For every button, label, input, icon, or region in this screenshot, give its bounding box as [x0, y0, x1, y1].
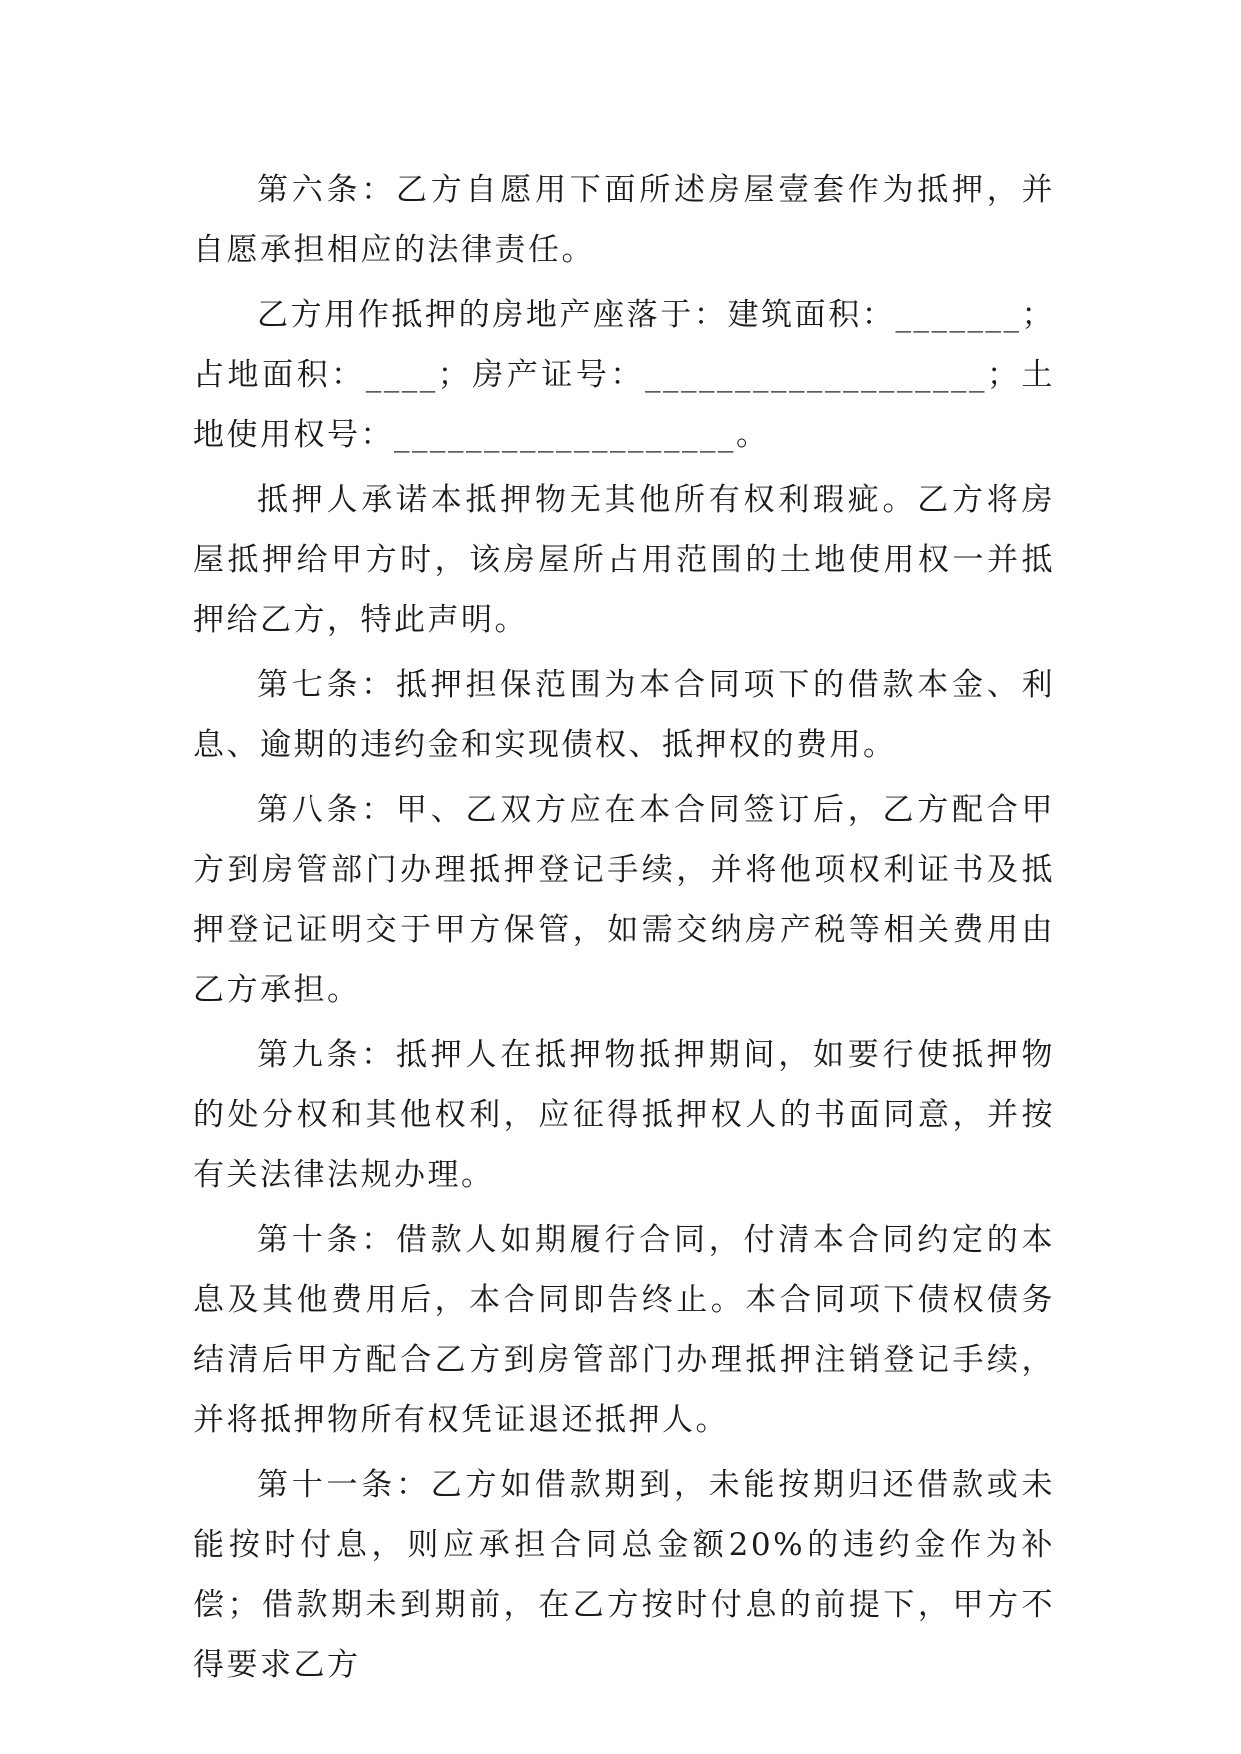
article-10-paragraph: 第十条：借款人如期履行合同，付清本合同约定的本息及其他费用后，本合同即告终止。本合同项下债权债务结清后甲方配合乙方到房管部门办理抵押注销登记手续，并将抵押物所有权凭证退还抵押人。 — [193, 1222, 1055, 1438]
article-6-paragraph: 第六条：乙方自愿用下面所述房屋壹套作为抵押，并自愿承担相应的法律责任。 — [193, 172, 1055, 268]
property-details-paragraph: 乙方用作抵押的房地产座落于：建筑面积：_______；占地面积：____；房产证号：___________________；土地使用权号：___________________。 — [193, 297, 1055, 453]
article-11-paragraph: 第十一条：乙方如借款期到，未能按期归还借款或未能按时付息，则应承担合同总金额20%的违约金作为补偿；借款期未到期前，在乙方按时付息的前提下，甲方不得要求乙方 — [193, 1467, 1055, 1683]
article-8-paragraph: 第八条：甲、乙双方应在本合同签订后，乙方配合甲方到房管部门办理抵押登记手续，并将他项权利证书及抵押登记证明交于甲方保管，如需交纳房产税等相关费用由乙方承担。 — [193, 792, 1055, 1008]
mortgagor-declaration-paragraph: 抵押人承诺本抵押物无其他所有权利瑕疵。乙方将房屋抵押给甲方时，该房屋所占用范围的土地使用权一并抵押给乙方，特此声明。 — [193, 482, 1055, 638]
article-7-paragraph: 第七条：抵押担保范围为本合同项下的借款本金、利息、逾期的违约金和实现债权、抵押权的费用。 — [193, 667, 1055, 763]
article-9-paragraph: 第九条：抵押人在抵押物抵押期间，如要行使抵押物的处分权和其他权利，应征得抵押权人的书面同意，并按有关法律法规办理。 — [193, 1037, 1055, 1193]
document-page — [193, 160, 1055, 1695]
